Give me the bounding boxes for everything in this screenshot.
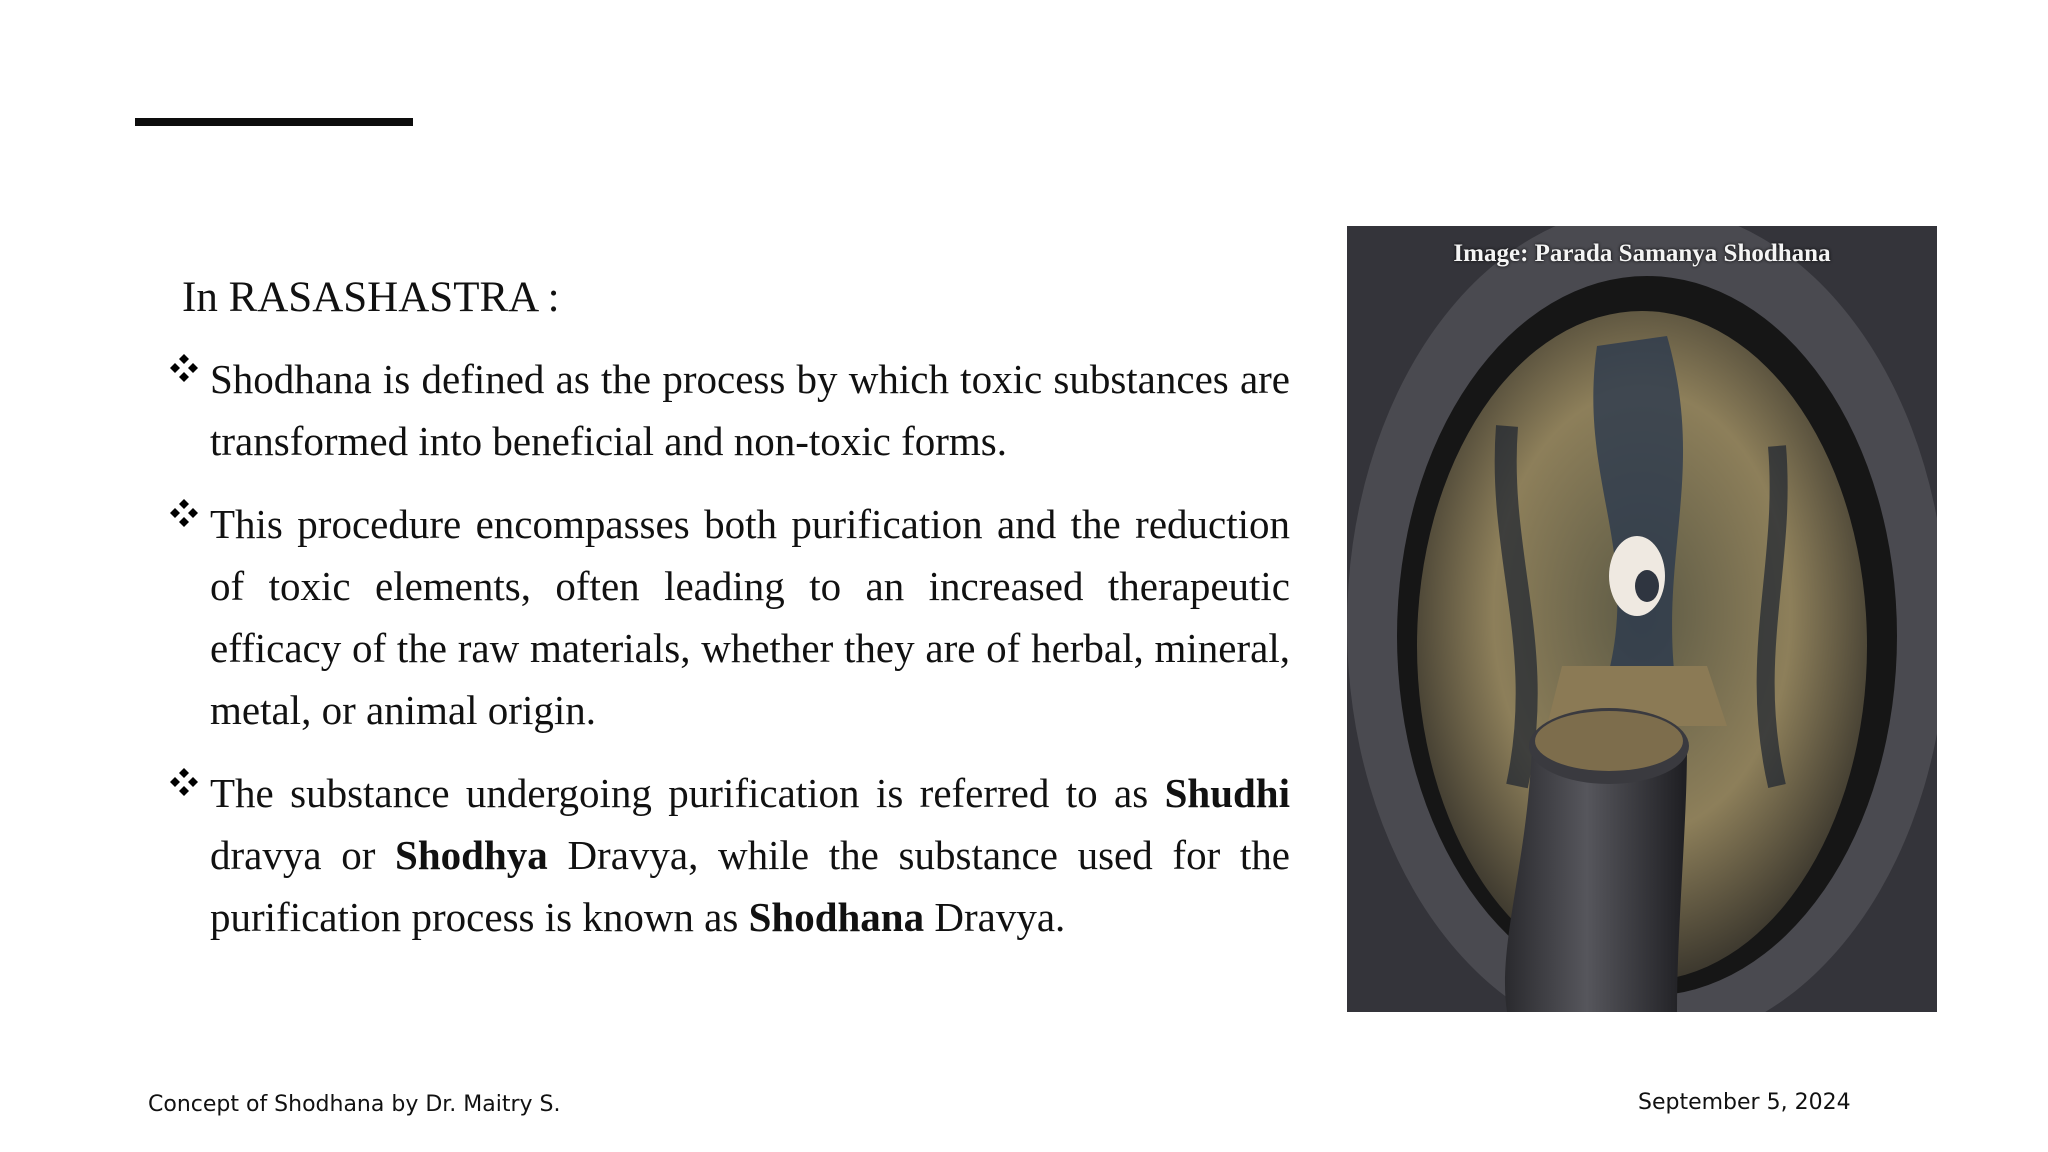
bullet-text-segment: Dravya.: [924, 893, 1066, 940]
bullet-text-segment: dravya or: [210, 831, 396, 878]
four-diamond-bullet-icon: [170, 762, 210, 796]
bullet-list: [170, 348, 1290, 948]
four-diamond-bullet-icon: [170, 493, 210, 527]
title-accent-bar: [135, 118, 413, 126]
bullet-text: [210, 762, 1290, 948]
image-caption: Image: Parada Samanya Shodhana: [1453, 240, 1831, 267]
four-diamond-bullet-icon: [170, 348, 210, 382]
mortar-pestle-illustration: [1347, 226, 1937, 1012]
slide-content: [170, 272, 1290, 969]
bullet-text: [210, 348, 1290, 472]
bullet-text-segment: Dravya, while the substance used for the purification process is known as: [210, 831, 1290, 940]
bullet-text-segment: The substance undergoing purification is referred to as: [210, 769, 1165, 816]
bullet-text-segment: Shodhana is defined as the process by which toxic substances are transformed into beneficial and non-toxic forms.: [210, 355, 1290, 464]
bullet-item: [170, 762, 1290, 948]
footer-date: September 5, 2024: [1638, 1090, 1851, 1115]
bullet-item: [170, 348, 1290, 472]
bold-term: Shodhana: [748, 893, 925, 940]
mortar-pestle-photo: [1347, 226, 1937, 1012]
section-heading: In RASASHASTRA :: [182, 274, 560, 321]
bullet-text-segment: This procedure encompasses both purification and the reduction of toxic elements, often leading to an increased therapeutic efficacy of the raw materials, whether they are of herbal, mineral, metal, or animal origin.: [210, 500, 1290, 733]
bullet-item: [170, 493, 1290, 741]
bold-term: Shudhi: [1164, 769, 1290, 816]
footer-presentation-title: Concept of Shodhana by Dr. Maitry S.: [148, 1092, 561, 1117]
bold-term: Shodhya: [395, 831, 548, 878]
bullet-text: [210, 493, 1290, 741]
